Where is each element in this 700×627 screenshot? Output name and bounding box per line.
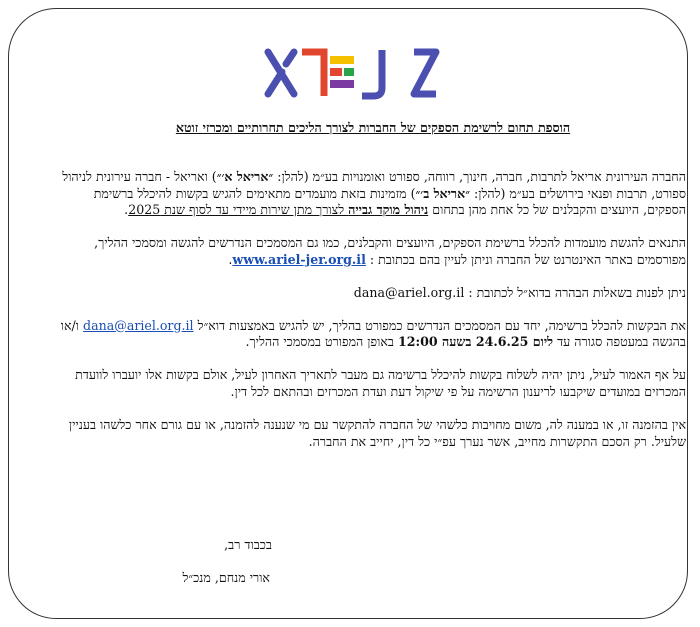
bold-text: ״אריאל א׳״ xyxy=(216,168,274,184)
field-name: ניהול מוקד גבייה xyxy=(348,202,429,218)
underlined-text: לצורך מתן שירות מיידי עד לסוף שנת 2025 xyxy=(128,202,349,218)
text: ניתן לפנות בשאלות הבהרה בדוא״ל לכתובת : xyxy=(464,284,686,300)
ariel-logo xyxy=(264,44,440,102)
signature-name: אורי מנחם, מנכ״ל xyxy=(182,570,270,585)
paragraph-conditions xyxy=(60,235,686,269)
text: . xyxy=(124,202,129,218)
website-link[interactable]: www.ariel-jer.org.il xyxy=(232,251,366,267)
paragraph-questions xyxy=(60,285,686,302)
paragraph-late-submissions: על אף האמור לעיל, ניתן יהיה לשלוח בקשות להיכלל ברשימה גם מעבר לתאריך האחרון לעיל, אולם בקשות אלו יועברו לוועדת המכרזים במועדים שיקבעו לריענון הרשימה על פי שיקול דעת ועדת המכרזים ובהתאם לכל דין. xyxy=(75,367,686,399)
text: ) מזמינות בזאת מועמדים מתאימים להגיש בקשות להיכלל ברשימת הספקים, היועצים והקבלנים של כל אחת מהן בתחום xyxy=(93,185,686,218)
page-title: הוספת תחום לרשימת הספקים של החברות לצורך הליכים תחרותיים ומכרזי זוטא xyxy=(175,120,571,135)
text: ) ואריאל - חברה עירונית לניהול ספורט, תרבות ופנאי בירושלים בע״מ (להלן: xyxy=(62,168,686,201)
text: התנאים להגשת מועמדות להכלל ברשימת הספקים, היועצים והקבלנים, כמו גם המסמכים הנדרשים להגשה ומסמכי ההליך, מפורסמים באתר האינטרנט של החברה וניתן לעיין בהם בכתובת : xyxy=(94,235,686,267)
document-body xyxy=(60,120,686,466)
paragraph-invitation xyxy=(60,169,686,219)
contact-email: dana@ariel.org.il xyxy=(353,284,465,300)
text: החברה העירונית אריאל לתרבות, חברה, חינוך, רווחה, ספורט ואומנויות בע״מ (להלן: xyxy=(273,168,686,184)
signature-closing: בכבוד רב, xyxy=(224,537,272,552)
text: את הבקשות להכלל ברשימה, יחד עם המסמכים הנדרשים כמפורט בהליך, יש להגיש באמצעות דוא״ל xyxy=(193,317,686,333)
text: באופן המפורט במסמכי ההליך. xyxy=(245,334,398,350)
email-link[interactable]: dana@ariel.org.il xyxy=(83,317,194,333)
paragraph-submission xyxy=(60,318,686,352)
text: . xyxy=(228,251,233,267)
bold-text: ״אריאל ב׳״ xyxy=(415,185,470,201)
text: ו/או בהגשה במעטפה סגורה עד xyxy=(60,317,686,350)
deadline: ליום 24.6.25 בשעה 12:00 xyxy=(397,334,554,350)
paragraph-disclaimer: אין בהזמנה זו, או במענה לה, משום מחויבות כלשהי של החברה להתקשר עם מי שנענה להזמנה, או עם גורם אחר כלשהו בעניין שלעיל. רק הסכם התקשרות מחייב, אשר נערך עפ״י כל דין, יחייב את החברה. xyxy=(68,416,686,449)
